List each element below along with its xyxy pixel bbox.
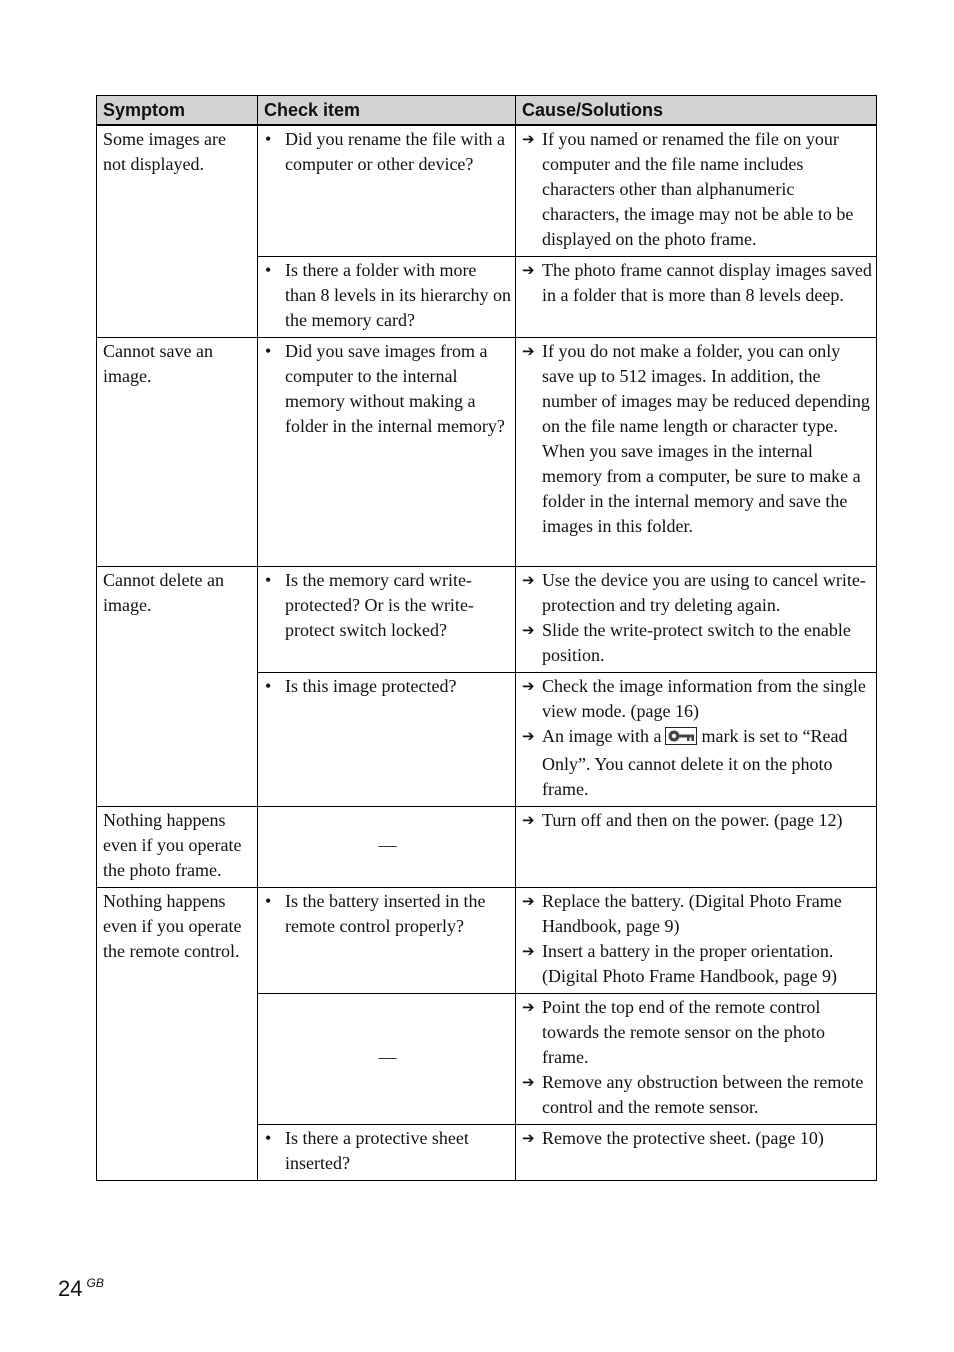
table-row <box>97 888 877 994</box>
solution-text: Insert a battery in the proper orientation. (Digital Photo Frame Handbook, page 9) <box>542 941 837 986</box>
check-text: Is there a protective sheet inserted? <box>285 1128 469 1173</box>
solution-cell <box>516 125 877 257</box>
table-row <box>97 807 877 888</box>
arrow-icon: ➔ <box>522 621 535 639</box>
solution-text: Check the image information from the single view mode. (page 16) <box>542 676 866 721</box>
bullet-mark: • <box>265 129 272 149</box>
arrow-icon: ➔ <box>522 677 535 695</box>
solution-cell <box>516 807 877 888</box>
solution-cell <box>516 673 877 807</box>
symptom-cell: Cannot delete an image. <box>97 567 258 807</box>
solution-text: If you named or renamed the file on your computer and the file name includes characters other than alphanumeric characters, the image may not be able to be displayed on the photo frame. <box>542 129 854 249</box>
arrow-icon: ➔ <box>522 892 535 910</box>
solution-text: Turn off and then on the power. (page 12) <box>542 810 843 830</box>
check-text: Did you save images from a computer to the internal memory without making a folder in the internal memory? <box>285 341 505 436</box>
bullet-mark: • <box>265 1128 272 1148</box>
arrow-icon: ➔ <box>522 998 535 1016</box>
arrow-icon: ➔ <box>522 1073 535 1091</box>
page-number: 24 <box>58 1276 83 1301</box>
bullet-mark: • <box>265 676 272 696</box>
symptom-cell: Some images are not displayed. <box>97 125 258 338</box>
header-cause-solutions: Cause/Solutions <box>516 96 877 126</box>
region-code: GB <box>86 1276 104 1290</box>
symptom-cell: Cannot save an image. <box>97 338 258 567</box>
protect-key-icon <box>665 727 697 752</box>
arrow-icon: ➔ <box>522 811 535 829</box>
solution-cell <box>516 1125 877 1181</box>
arrow-icon: ➔ <box>522 1129 535 1147</box>
solution-text: Point the top end of the remote control towards the remote sensor on the photo frame. <box>542 997 825 1067</box>
arrow-icon: ➔ <box>522 130 535 148</box>
bullet-mark: • <box>265 891 272 911</box>
check-text: Is the memory card write-protected? Or is the write-protect switch locked? <box>285 570 474 640</box>
table-row <box>97 125 877 257</box>
check-cell-empty: — <box>258 994 516 1125</box>
check-text: Is the battery inserted in the remote control properly? <box>285 891 486 936</box>
protect-text-before: An image with a <box>542 726 662 746</box>
bullet-mark: • <box>265 341 272 361</box>
protect-text-after: mark is set to “Read Only”. You cannot delete it on the photo frame. <box>542 726 848 799</box>
arrow-icon: ➔ <box>522 942 535 960</box>
check-cell <box>258 673 516 807</box>
table-header-row <box>97 96 877 126</box>
check-text: Is this image protected? <box>285 676 457 696</box>
solution-text: Remove the protective sheet. (page 10) <box>542 1128 824 1148</box>
solution-cell <box>516 338 877 567</box>
solution-text: Remove any obstruction between the remote control and the remote sensor. <box>542 1072 864 1117</box>
solution-cell <box>516 888 877 994</box>
check-cell <box>258 567 516 673</box>
solution-cell <box>516 994 877 1125</box>
solution-cell <box>516 567 877 673</box>
solution-text: Replace the battery. (Digital Photo Frame Handbook, page 9) <box>542 891 842 936</box>
check-cell <box>258 1125 516 1181</box>
header-check-item: Check item <box>258 96 516 126</box>
symptom-cell: Nothing happens even if you operate the photo frame. <box>97 807 258 888</box>
check-cell <box>258 125 516 257</box>
bullet-mark: • <box>265 260 272 280</box>
check-cell-empty: — <box>258 807 516 888</box>
solution-text: Use the device you are using to cancel write-protection and try deleting again. <box>542 570 866 615</box>
bullet-mark: • <box>265 570 272 590</box>
table-row <box>97 338 877 567</box>
arrow-icon: ➔ <box>522 571 535 589</box>
arrow-icon: ➔ <box>522 261 535 279</box>
check-cell <box>258 257 516 338</box>
symptom-cell: Nothing happens even if you operate the remote control. <box>97 888 258 1181</box>
arrow-icon: ➔ <box>522 342 535 360</box>
solution-cell <box>516 257 877 338</box>
solution-text <box>542 724 872 802</box>
check-cell <box>258 338 516 567</box>
check-cell <box>258 888 516 994</box>
header-symptom: Symptom <box>97 96 258 126</box>
solution-text: Slide the write-protect switch to the enable position. <box>542 620 851 665</box>
troubleshooting-table <box>96 95 877 1181</box>
solution-text: If you do not make a folder, you can only save up to 512 images. In addition, the number of images may be reduced depending on the file name length or character type. When you save images in the internal memory from a computer, be sure to make a folder in the internal memory and save the images in this folder. <box>542 341 870 536</box>
check-text: Did you rename the file with a computer or other device? <box>285 129 505 174</box>
solution-text: The photo frame cannot display images saved in a folder that is more than 8 levels deep. <box>542 260 872 305</box>
check-text: Is there a folder with more than 8 levels in its hierarchy on the memory card? <box>285 260 511 330</box>
arrow-icon: ➔ <box>522 727 535 745</box>
page-footer <box>58 1276 104 1302</box>
table-row <box>97 567 877 673</box>
